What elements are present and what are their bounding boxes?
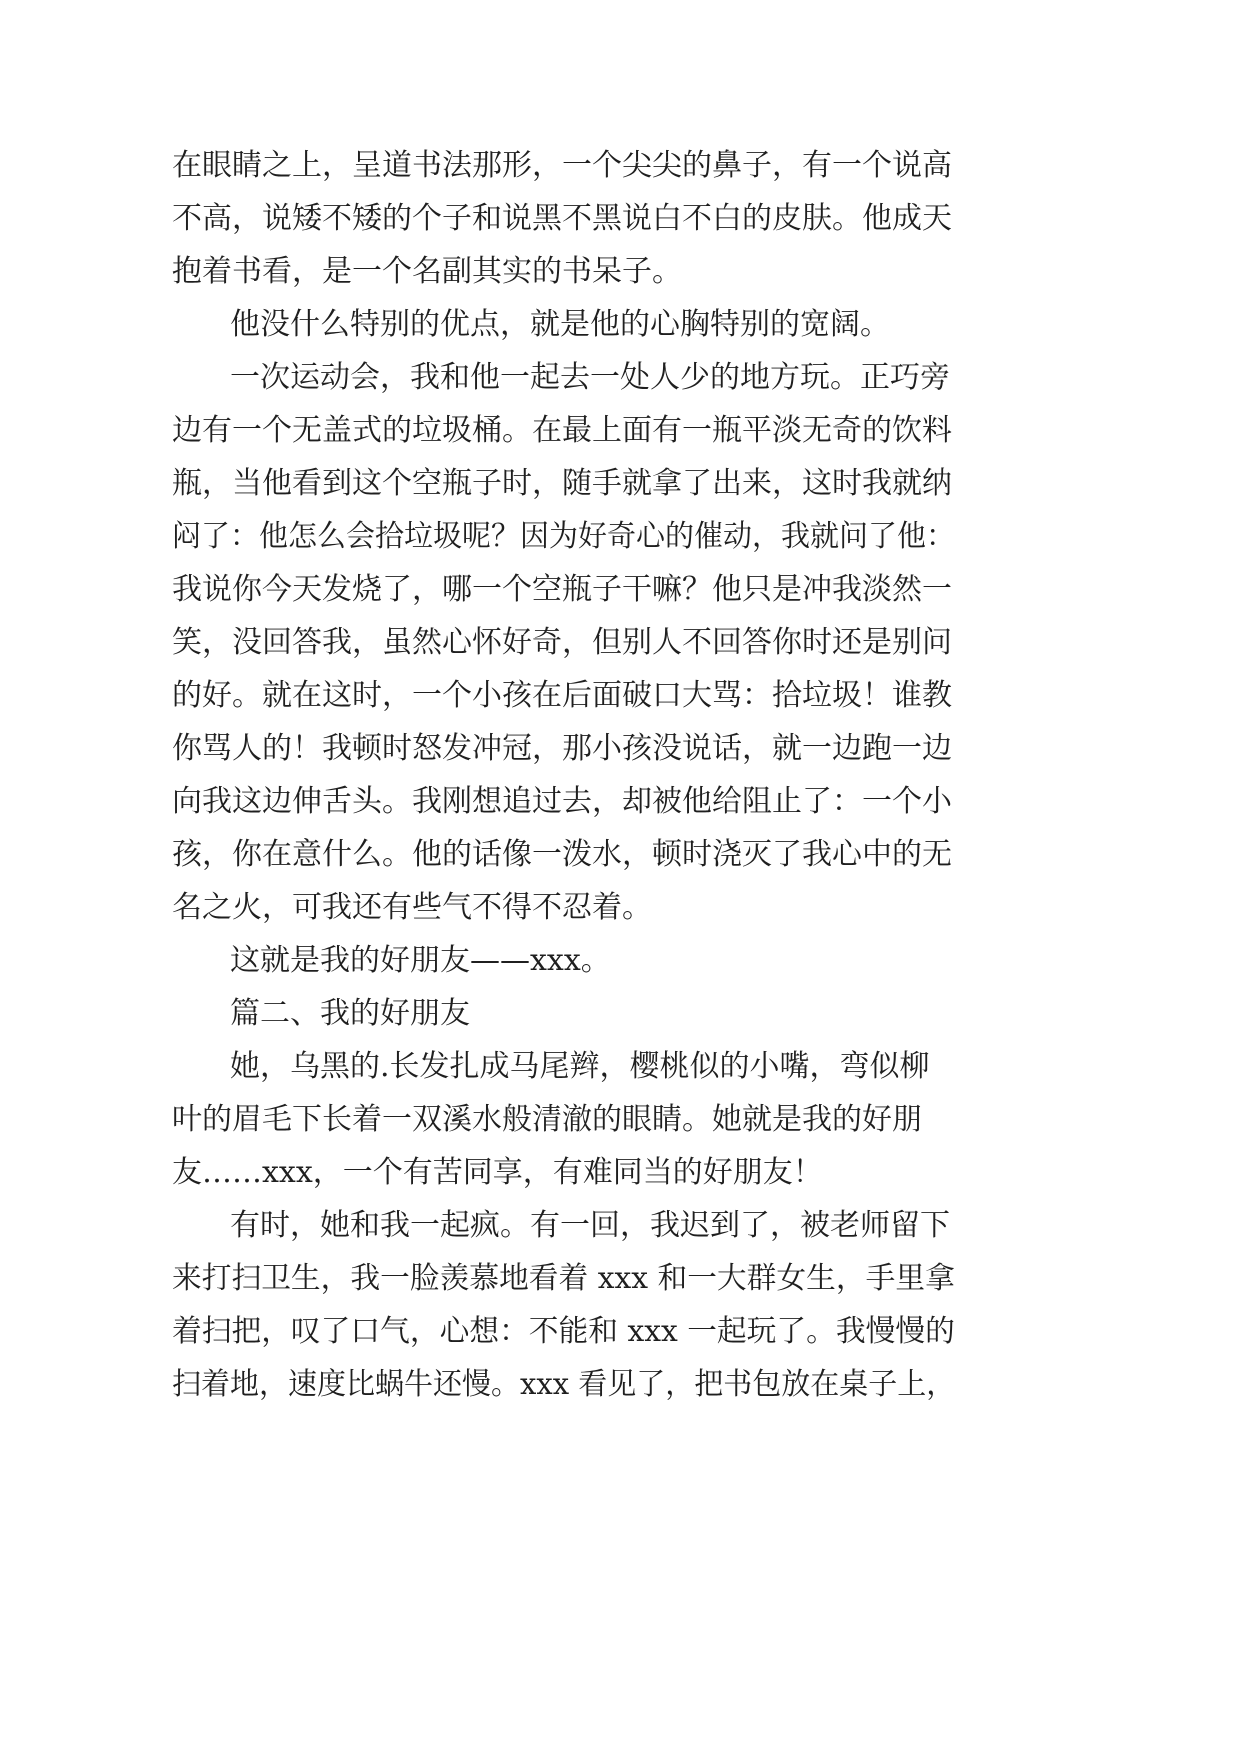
text-line-4: 他没什么特别的优点，就是他的心胸特别的宽阔。 — [230, 307, 890, 342]
text-line-3: 抱着书看，是一个名副其实的书呆子。 — [172, 254, 682, 289]
section-heading: 篇二、我的好朋友 — [230, 996, 470, 1031]
text-line-23: 着扫把，叹了口气，心想：不能和 xxx 一起玩了。我慢慢的 — [172, 1314, 955, 1349]
text-line-16: 这就是我的好朋友——xxx。 — [230, 943, 611, 978]
text-line-8: 闷了：他怎么会拾垃圾呢？因为好奇心的催动，我就问了他： — [172, 519, 956, 554]
text-line-22: 来打扫卫生，我一脸羡慕地看着 xxx 和一大群女生，手里拿 — [172, 1261, 955, 1296]
text-line-14: 孩，你在意什么。他的话像一泼水，顿时浇灭了我心中的无 — [172, 837, 952, 872]
text-line-24: 扫着地，速度比蜗牛还慢。xxx 看见了，把书包放在桌子上， — [172, 1367, 956, 1402]
text-line-11: 的好。就在这时，一个小孩在后面破口大骂：拾垃圾！谁教 — [172, 678, 952, 713]
text-line-20: 友……xxx，一个有苦同享，有难同当的好朋友！ — [172, 1155, 823, 1190]
text-line-18: 她，乌黑的.长发扎成马尾辫，樱桃似的小嘴，弯似柳 — [230, 1049, 930, 1084]
text-line-12: 你骂人的！我顿时怒发冲冠，那小孩没说话，就一边跑一边 — [172, 731, 952, 766]
text-line-21: 有时，她和我一起疯。有一回，我迟到了，被老师留下 — [230, 1208, 950, 1243]
text-line-7: 瓶，当他看到这个空瓶子时，随手就拿了出来，这时我就纳 — [172, 466, 952, 501]
text-line-6: 边有一个无盖式的垃圾桶。在最上面有一瓶平淡无奇的饮料 — [172, 413, 952, 448]
text-line-15: 名之火，可我还有些气不得不忍着。 — [172, 890, 652, 925]
text-line-13: 向我这边伸舌头。我刚想追过去，却被他给阻止了：一个小 — [172, 784, 952, 819]
text-line-5: 一次运动会，我和他一起去一处人少的地方玩。正巧旁 — [230, 360, 950, 395]
text-line-19: 叶的眉毛下长着一双溪水般清澈的眼睛。她就是我的好朋 — [172, 1102, 922, 1137]
text-line-2: 不高，说矮不矮的个子和说黑不黑说白不白的皮肤。他成天 — [172, 201, 952, 236]
text-line-1: 在眼睛之上，呈道书法那形，一个尖尖的鼻子，有一个说高 — [172, 148, 952, 183]
text-line-10: 笑，没回答我，虽然心怀好奇，但别人不回答你时还是别问 — [172, 625, 952, 660]
text-line-9: 我说你今天发烧了，哪一个空瓶子干嘛？他只是冲我淡然一 — [172, 572, 952, 607]
